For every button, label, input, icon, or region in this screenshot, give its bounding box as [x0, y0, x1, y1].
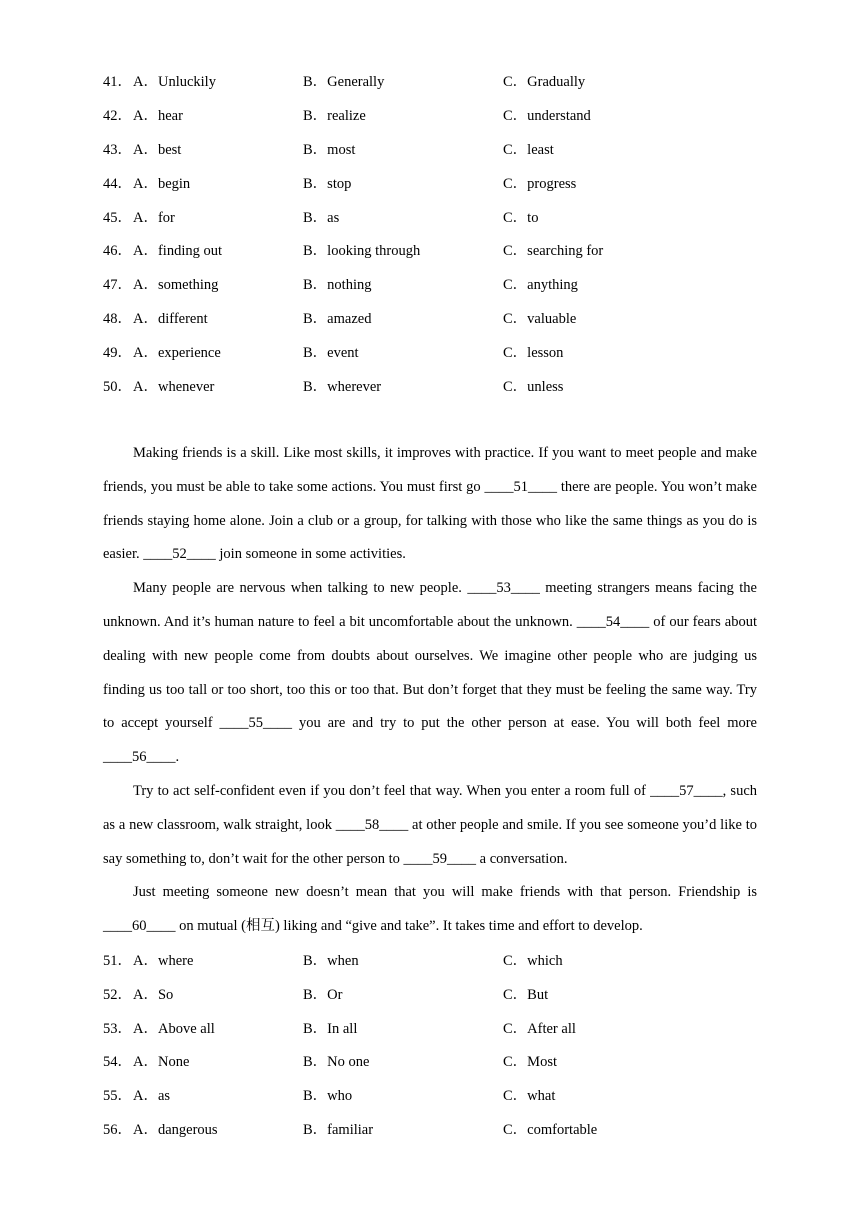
- option-c: C．valuable: [503, 311, 577, 327]
- option-b: B．amazed: [303, 311, 372, 327]
- option-b: B．familiar: [303, 1122, 374, 1138]
- question-number: 48．: [103, 311, 132, 327]
- option-a: A．So: [133, 987, 174, 1003]
- option-c: C．to: [503, 210, 539, 226]
- question-number: 47．: [103, 277, 132, 293]
- option-a: A．where: [133, 953, 194, 969]
- question-number: 52．: [103, 987, 132, 1003]
- option-c: C．progress: [503, 176, 577, 192]
- option-c: C．comfortable: [503, 1122, 598, 1138]
- option-a: A．different: [133, 311, 208, 327]
- option-a: A．for: [133, 210, 175, 226]
- passage-paragraph: Many people are nervous when talking to new people. ____53____ meeting strangers means facing the unknown. And it’s human nature to feel a bit uncomfortable about the unknown. ____54____ of our fears about dealing with new people come from doubts about ourselves. We imagine other people who are judging us finding us too tall or too short, too this or too that. But don’t forget that they must be feeling the same way. Try to accept yourself ____55____ you are and try to put the other person at ease. You will both feel more ____56____.: [103, 580, 757, 766]
- option-b: B．who: [303, 1088, 353, 1104]
- option-b: B．stop: [303, 176, 352, 192]
- option-c: C．But: [503, 987, 549, 1003]
- option-a: A．something: [133, 277, 219, 293]
- option-b: B．No one: [303, 1054, 370, 1070]
- option-b: B．realize: [303, 108, 366, 124]
- option-b: B．Generally: [303, 74, 385, 90]
- question-number: 42．: [103, 108, 132, 124]
- option-a: A．finding out: [133, 243, 223, 259]
- passage-paragraph: Making friends is a skill. Like most skills, it improves with practice. If you want to meet people and make friends, you must be able to take some actions. You must first go ____51____ there are people. You won’t make friends staying home alone. Join a club or a group, for talking with those who like the same things as you do is easier. ____52____ join someone in some activities.: [103, 445, 757, 563]
- question-number: 44．: [103, 176, 132, 192]
- option-b: B．most: [303, 142, 356, 158]
- option-c: C．Gradually: [503, 74, 586, 90]
- option-a: A．begin: [133, 176, 191, 192]
- option-c: C．understand: [503, 108, 591, 124]
- option-c: C．searching for: [503, 243, 604, 259]
- option-b: B．nothing: [303, 277, 372, 293]
- option-a: A．best: [133, 142, 182, 158]
- option-b: B．wherever: [303, 379, 382, 395]
- option-b: B．Or: [303, 987, 343, 1003]
- question-number: 54．: [103, 1054, 132, 1070]
- question-number: 50．: [103, 379, 132, 395]
- option-a: A．Above all: [133, 1021, 215, 1037]
- option-c: C．which: [503, 953, 563, 969]
- option-b: B．looking through: [303, 243, 421, 259]
- question-number: 45．: [103, 210, 132, 226]
- passage-paragraph: Try to act self-confident even if you don’t feel that way. When you enter a room full of ____57____, such as a new classroom, walk straight, look ____58____ at other people and smile. If you see someone you’d like to say something to, don’t wait for the other person to ____59____ a conversation.: [103, 782, 757, 867]
- question-number: 49．: [103, 345, 132, 361]
- option-a: A．whenever: [133, 379, 215, 395]
- option-c: C．unless: [503, 379, 564, 395]
- option-b: B．In all: [303, 1021, 358, 1037]
- question-number: 41．: [103, 74, 132, 90]
- option-a: A．experience: [133, 345, 221, 361]
- option-c: C．Most: [503, 1054, 557, 1070]
- option-a: A．hear: [133, 108, 183, 124]
- question-number: 56．: [103, 1122, 132, 1138]
- question-number: 53．: [103, 1021, 132, 1037]
- option-c: C．lesson: [503, 345, 564, 361]
- question-number: 46．: [103, 243, 132, 259]
- option-a: A．dangerous: [133, 1122, 218, 1138]
- option-c: C．anything: [503, 277, 578, 293]
- reading-passage: [103, 437, 757, 944]
- option-b: B．as: [303, 210, 340, 226]
- option-c: C．what: [503, 1088, 556, 1104]
- question-number: 51．: [103, 953, 132, 969]
- option-b: B．event: [303, 345, 359, 361]
- option-a: A．as: [133, 1088, 171, 1104]
- option-c: C．After all: [503, 1021, 576, 1037]
- question-number: 43．: [103, 142, 132, 158]
- option-a: A．Unluckily: [133, 74, 216, 90]
- option-b: B．when: [303, 953, 359, 969]
- passage-paragraph: Just meeting someone new doesn’t mean that you will make friends with that person. Friendship is ____60____ on mutual (相互) liking and “give and take”. It takes time and effort to develop.: [103, 884, 757, 935]
- option-c: C．least: [503, 142, 554, 158]
- question-number: 55．: [103, 1088, 132, 1104]
- option-a: A．None: [133, 1054, 190, 1070]
